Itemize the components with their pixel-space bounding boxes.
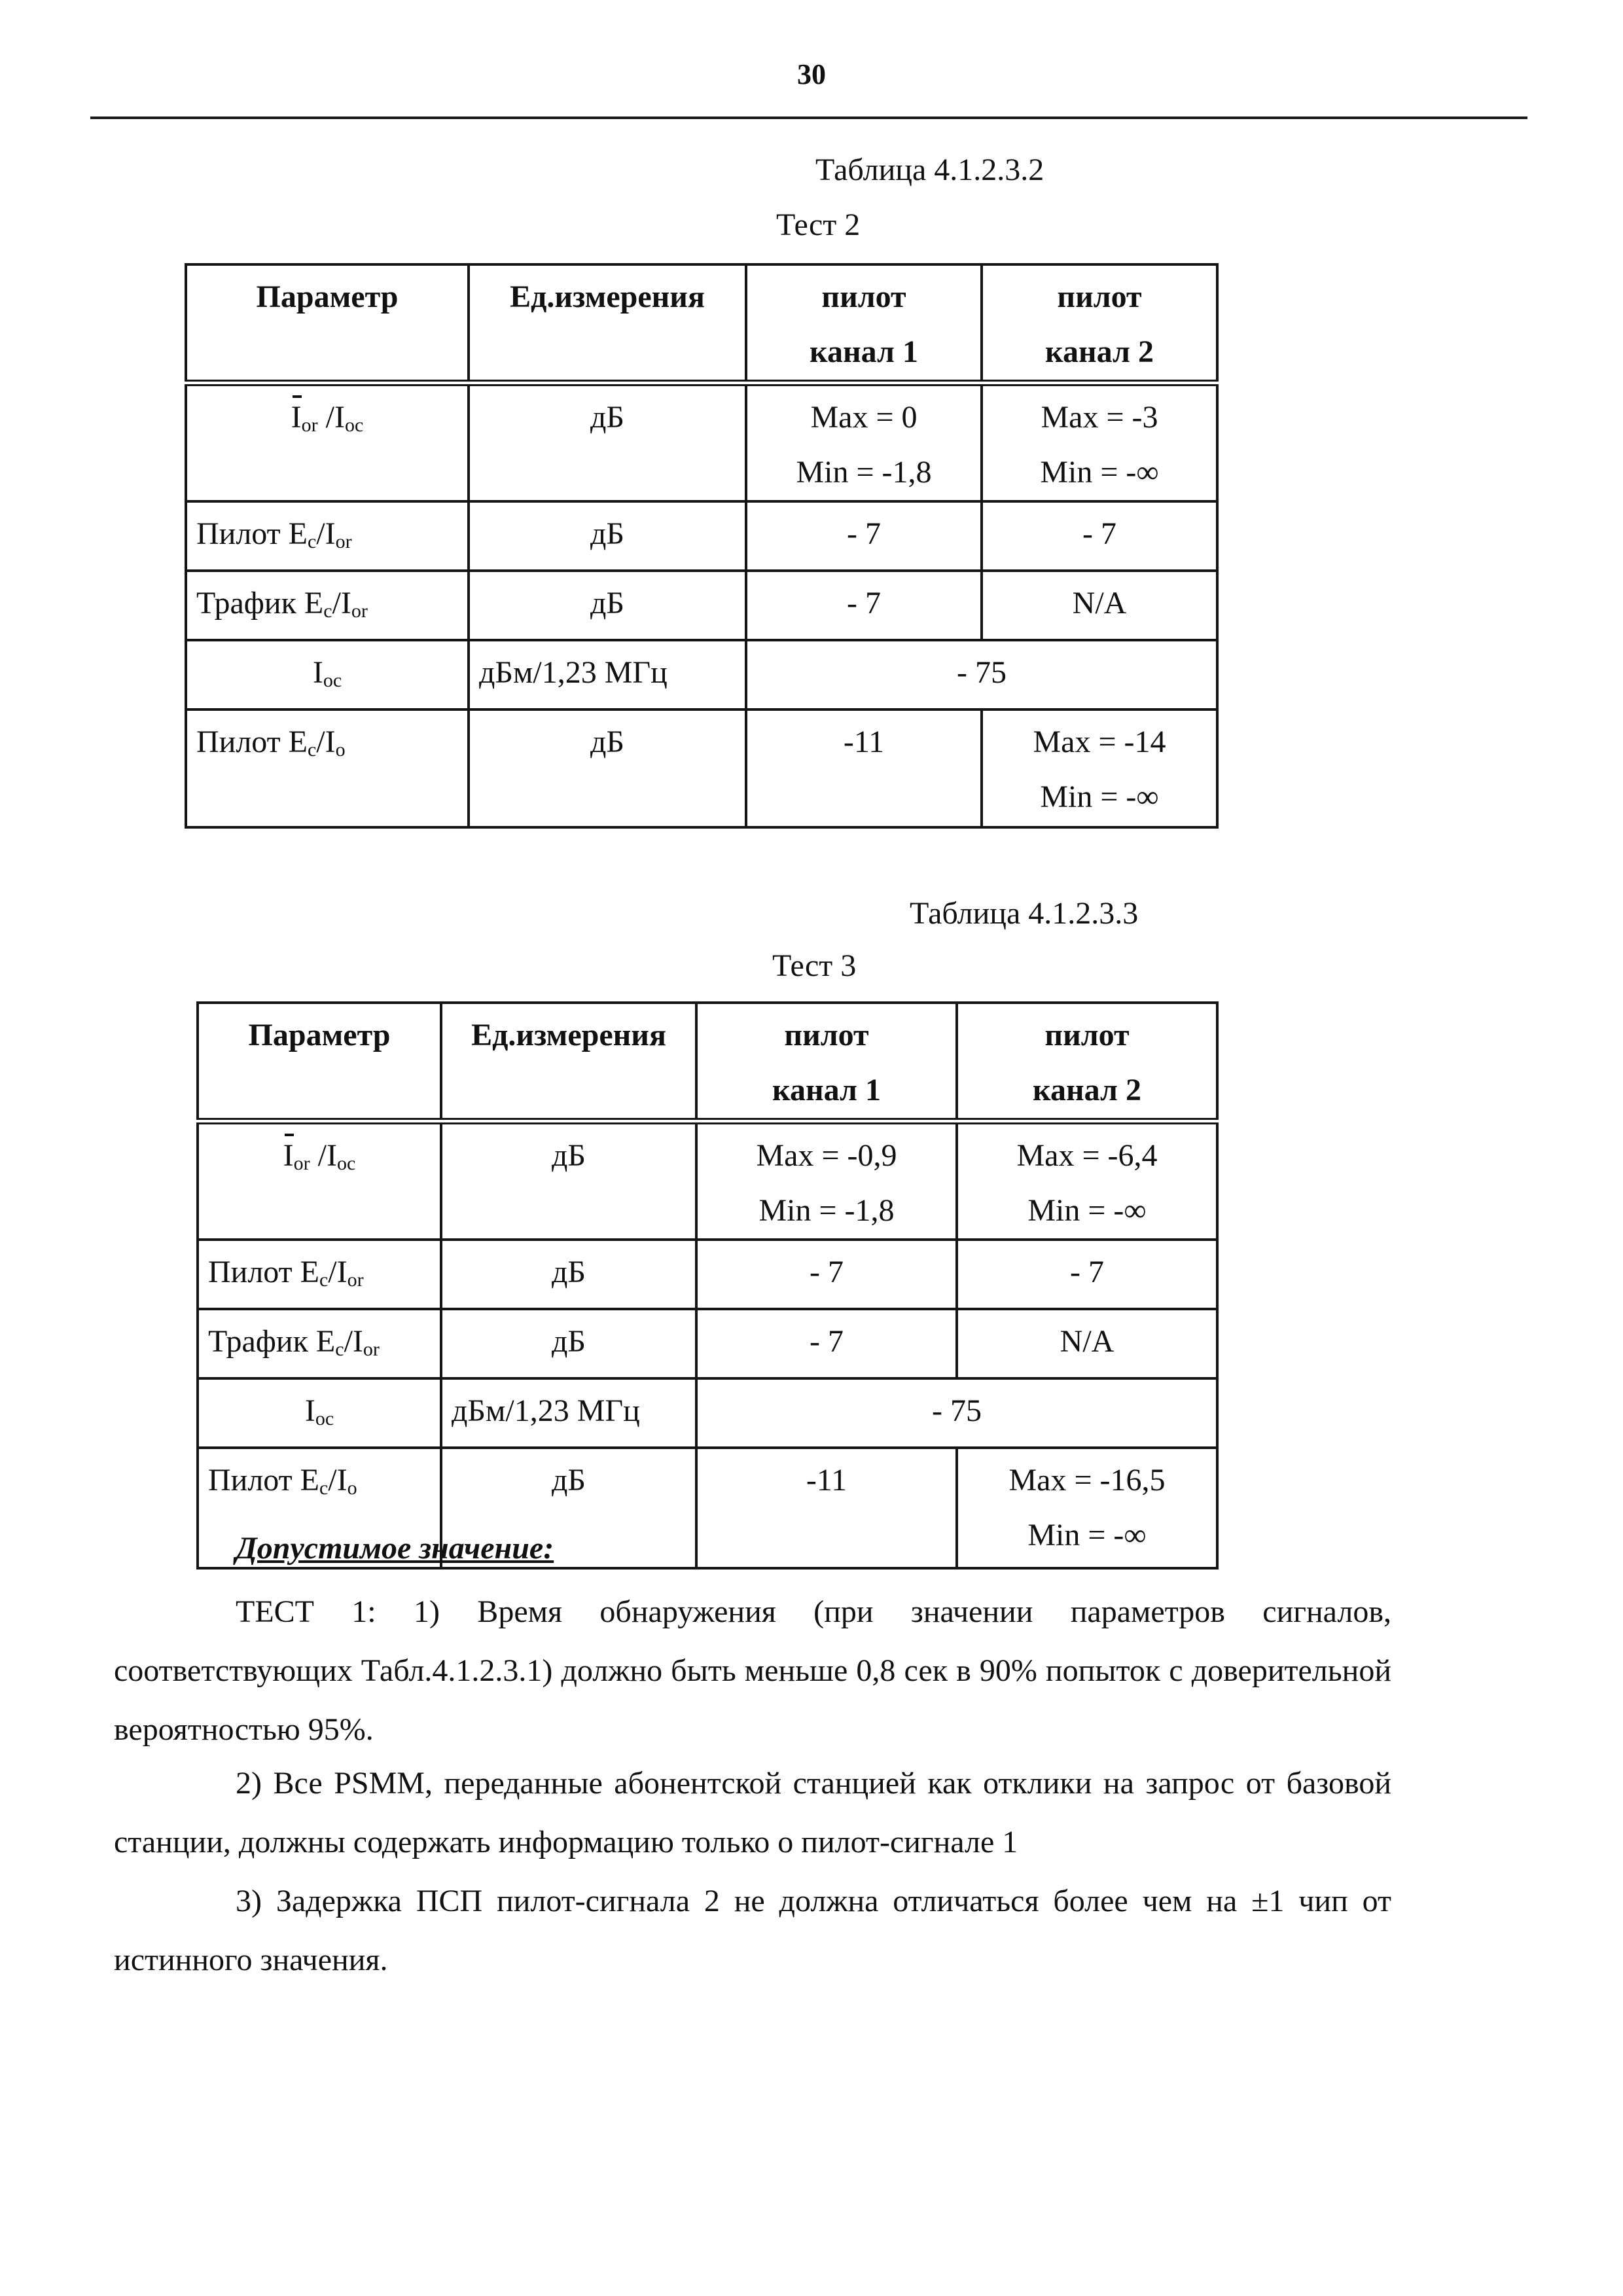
- table2-test-label: Тест 3: [772, 948, 857, 983]
- table1-param-ioc: $I_{oc}$: [186, 640, 469, 709]
- table2-unit-cell: дБ: [441, 1309, 696, 1378]
- table2-header-unit: Ед.измерения: [441, 1003, 696, 1121]
- table1-header-ch2: пилот канал 2: [982, 264, 1217, 383]
- table2-param-pilot-ec-io: Пилот $E_c/I_o$: [198, 1448, 441, 1568]
- table1-unit-cell: дБм/1,23 МГц: [469, 640, 746, 709]
- table1-unit-cell: дБ: [469, 501, 746, 571]
- table1-header-row: [186, 264, 1217, 383]
- table2-ch1-cell: -11: [696, 1448, 957, 1568]
- table1-header-unit: Ед.измерения: [469, 264, 746, 383]
- table2-param-pilot-ec-ior: Пилот $E_c/I_{or}$: [198, 1240, 441, 1309]
- table1: [185, 263, 1219, 829]
- acceptance-heading: Допустимое значение:: [236, 1531, 554, 1566]
- page-number: 30: [797, 58, 826, 90]
- table2-header-param: Параметр: [198, 1003, 441, 1121]
- table2-unit-cell: дБ: [441, 1448, 696, 1568]
- table1-caption: Таблица 4.1.2.3.2: [815, 152, 1044, 187]
- table1-unit-cell: дБ: [469, 709, 746, 827]
- table1-ch2-cell: - 7: [982, 501, 1217, 571]
- table1-header-param: Параметр: [186, 264, 469, 383]
- table1-param-pilot-ec-ior: Пилот $E_c/I_{or}$: [186, 501, 469, 571]
- table1-test-label: Тест 2: [776, 207, 861, 242]
- table-row: [186, 501, 1217, 571]
- table2-header-ch2: пилот канал 2: [957, 1003, 1217, 1121]
- table1-ch2-cell: N/A: [982, 571, 1217, 640]
- table1-unit-cell: дБ: [469, 571, 746, 640]
- table2-header-row: [198, 1003, 1217, 1121]
- table2-unit-cell: дБ: [441, 1121, 696, 1240]
- table2-ch1-cell: - 7: [696, 1309, 957, 1378]
- table2-ch2-cell: Max = -16,5 Min = -∞: [957, 1448, 1217, 1568]
- table1-ch1-cell: - 7: [746, 571, 982, 640]
- table-row: [186, 640, 1217, 709]
- acceptance-paragraph-1: ТЕСТ 1: 1) Время обнаружения (при значении параметров сигналов, соответствующих Табл.4.1.2.3.1) должно быть меньше 0,8 сек в 90% попыток с доверительной вероятностью 95%.: [114, 1594, 1391, 1747]
- table1-merged-cell: - 75: [746, 640, 1217, 709]
- table2-ch1-cell: - 7: [696, 1240, 957, 1309]
- table2: [196, 1001, 1219, 1570]
- table2-unit-cell: дБм/1,23 МГц: [441, 1378, 696, 1448]
- table2-param-ior-ioc: $I_{or}$ $/I_{oc}$: [198, 1121, 441, 1240]
- table2-ch1-cell: Max = -0,9 Min = -1,8: [696, 1121, 957, 1240]
- header-rule: [90, 117, 1527, 119]
- table1-ch2-cell: Max = -3 Min = -∞: [982, 383, 1217, 501]
- table2-ch2-cell: - 7: [957, 1240, 1217, 1309]
- table1-unit-cell: дБ: [469, 383, 746, 501]
- table1-param-ior-ioc: $I_{or}$ $/I_{oc}$: [186, 383, 469, 501]
- table2-unit-cell: дБ: [441, 1240, 696, 1309]
- table1-header-ch1: пилот канал 1: [746, 264, 982, 383]
- table2-merged-cell: - 75: [696, 1378, 1217, 1448]
- table2-param-ioc: $I_{oc}$: [198, 1378, 441, 1448]
- table-row: [186, 709, 1217, 827]
- acceptance-paragraph-3: 3) Задержка ПСП пилот-сигнала 2 не должна отличаться более чем на ±1 чип от истинного значения.: [114, 1884, 1391, 1977]
- table1-ch2-cell: Max = -14 Min = -∞: [982, 709, 1217, 827]
- table2-param-traffic-ec-ior: Трафик $E_c/I_{or}$: [198, 1309, 441, 1378]
- table1-param-traffic-ec-ior: Трафик $E_c/I_{or}$: [186, 571, 469, 640]
- table-row: [186, 383, 1217, 501]
- table-row: [198, 1309, 1217, 1378]
- table1-ch1-cell: - 7: [746, 501, 982, 571]
- table2-ch2-cell: N/A: [957, 1309, 1217, 1378]
- table1-param-pilot-ec-io: Пилот $E_c/I_o$: [186, 709, 469, 827]
- table2-caption: Таблица 4.1.2.3.3: [910, 896, 1139, 931]
- table-row: [198, 1240, 1217, 1309]
- acceptance-paragraph-2: 2) Все PSMM, переданные абонентской станцией как отклики на запрос от базовой станции, должны содержать информацию только о пилот-сигнале 1: [114, 1766, 1391, 1859]
- table1-ch1-cell: Max = 0 Min = -1,8: [746, 383, 982, 501]
- table-row: [198, 1121, 1217, 1240]
- table1-ch1-cell: -11: [746, 709, 982, 827]
- table2-ch2-cell: Max = -6,4 Min = -∞: [957, 1121, 1217, 1240]
- table-row: [198, 1378, 1217, 1448]
- table2-header-ch1: пилот канал 1: [696, 1003, 957, 1121]
- table-row: [186, 571, 1217, 640]
